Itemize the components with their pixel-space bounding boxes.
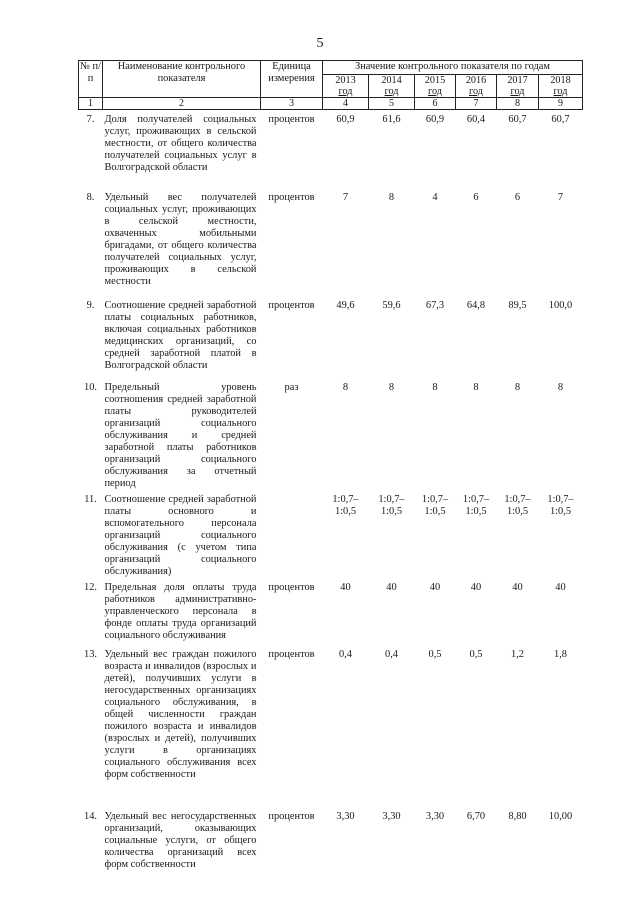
column-number-9: 9 — [539, 98, 583, 110]
column-number-5: 5 — [369, 98, 415, 110]
value-2015 — [415, 490, 456, 578]
header-year-suffix: год — [428, 86, 442, 97]
value-2017: 1,2 — [511, 648, 524, 660]
header-year-value: 2017 — [507, 75, 528, 86]
column-number-8: 8 — [497, 98, 539, 110]
value-2018: 60,7 — [551, 114, 570, 125]
indicator-name: Предельный уровень соотношения средней заработной платы руководителей организаций социального обслуживания и средней заработной платы работников организаций социального обслуживания за отчетный период — [104, 381, 257, 489]
column-number-7: 7 — [456, 98, 497, 110]
indicator-name: Удельный вес получателей социальных услуг, проживающих в сельской местности, охваченных мобильными бригадами, от общего количества получателей социальных услуг, проживающих в сельской местности — [104, 191, 257, 287]
row-number: 14. — [84, 810, 97, 822]
value-2015: 3,30 — [425, 810, 445, 822]
indicator-name: Предельная доля оплаты труда работников административно-управленческого персонала в фонде оплаты труда организаций социального обслуживания — [104, 581, 257, 641]
value-2017: 60,7 — [508, 114, 527, 125]
value-line: 1:0,7– — [462, 493, 490, 505]
value-2014: 61,6 — [382, 114, 401, 125]
indicator-unit: процентов — [268, 810, 315, 822]
value-2013: 0,4 — [339, 648, 352, 660]
header-num: № п/п — [79, 61, 103, 98]
value-2015: 40 — [429, 581, 441, 593]
indicator-unit: процентов — [268, 299, 315, 311]
value-2016: 6 — [473, 191, 479, 203]
header-year-value: 2015 — [424, 75, 446, 86]
indicator-unit: процентов — [268, 648, 315, 660]
column-number-6: 6 — [415, 98, 456, 110]
value-2014: 8 — [388, 381, 395, 393]
value-line: 1:0,5 — [380, 505, 403, 517]
indicator-unit: раз — [284, 381, 299, 393]
indicator-name: Удельный вес негосударственных организаций, оказывающих социальные услуги, от общего количества организаций всех форм собственности — [104, 810, 257, 870]
value-2014: 59,6 — [382, 299, 401, 311]
header-year-suffix: год — [510, 86, 525, 97]
row-number: 10. — [84, 381, 97, 393]
value-line: 1:0,5 — [465, 505, 487, 517]
header-unit: Единица измерения — [261, 61, 323, 98]
page-number: 5 — [316, 36, 324, 51]
row-number: 8. — [86, 191, 95, 203]
header-year-suffix: год — [384, 86, 399, 97]
column-number-2: 2 — [103, 98, 261, 110]
value-2013: 49,6 — [336, 299, 355, 311]
value-2015: 0,5 — [428, 648, 442, 660]
value-2018: 1,8 — [554, 648, 567, 660]
header-year-2018 — [539, 75, 583, 98]
table-row — [79, 490, 583, 578]
row-number: 13. — [84, 648, 97, 660]
value-2017: 89,5 — [508, 299, 527, 311]
column-number-3: 3 — [261, 98, 323, 110]
value-2016: 0,5 — [469, 648, 483, 660]
table-row — [79, 578, 583, 645]
indicator-unit: процентов — [268, 581, 315, 593]
value-2013: 8 — [342, 381, 349, 393]
header-year-suffix: год — [553, 86, 568, 97]
value-line: 1:0,5 — [549, 505, 572, 517]
value-2013 — [323, 490, 369, 578]
value-2018: 8 — [557, 381, 564, 393]
value-line: 1:0,7– — [378, 493, 405, 505]
table-row — [79, 645, 583, 807]
value-2013: 3,30 — [336, 810, 355, 822]
value-2014: 0,4 — [385, 648, 398, 660]
row-number: 12. — [84, 581, 97, 593]
value-2015: 60,9 — [425, 114, 445, 125]
indicator-name: Удельный вес граждан пожилого возраста и инвалидов (взрослых и детей), получивших услуги в негосударственных организациях социального обслуживания, в общей численности граждан пожилого возраста и инвалидов (взрослых и детей), получивших услуги в организациях социального обслуживания всех форм собственности — [104, 648, 257, 780]
value-line: 1:0,5 — [424, 505, 446, 517]
value-2018: 100,0 — [548, 299, 573, 311]
value-2018 — [539, 490, 583, 578]
value-line: 1:0,7– — [332, 493, 359, 505]
value-2015: 67,3 — [425, 299, 445, 311]
indicator-name: Соотношение средней заработной платы социальных работников, включая социальных работников медицинских организаций, со средней заработной платой в Волгоградской области — [104, 299, 257, 371]
value-2017: 8,80 — [508, 810, 527, 822]
header-year-suffix: год — [469, 86, 483, 97]
value-2014: 8 — [388, 191, 395, 203]
indicator-unit: процентов — [268, 114, 315, 125]
value-line: 1:0,7– — [504, 493, 531, 505]
header-year-2015 — [415, 75, 456, 98]
value-line: 1:0,5 — [334, 505, 357, 517]
value-2018: 40 — [555, 581, 566, 593]
header-year-2016 — [456, 75, 497, 98]
value-2018: 10,00 — [548, 810, 573, 822]
row-number: 11. — [84, 493, 97, 505]
table-row — [79, 378, 583, 490]
table-row — [79, 807, 583, 871]
value-2016: 8 — [473, 381, 479, 393]
column-number-1: 1 — [79, 98, 103, 110]
value-line: 1:0,5 — [506, 505, 529, 517]
value-2014: 40 — [386, 581, 397, 593]
header-year-value: 2014 — [381, 75, 402, 86]
indicator-name: Доля получателей социальных услуг, проживающих в сельской местности, от общего количества получателей социальных услуг в Волгоградской области — [104, 114, 257, 173]
header-year-suffix: год — [338, 86, 353, 97]
indicator-unit: процентов — [268, 191, 315, 203]
value-2017: 40 — [512, 581, 523, 593]
value-2016 — [456, 490, 497, 578]
header-year-value: 2013 — [335, 75, 356, 86]
header-year-2014 — [369, 75, 415, 98]
table-row — [79, 188, 583, 296]
table-row — [79, 110, 583, 188]
value-2017 — [497, 490, 539, 578]
value-2014 — [369, 490, 415, 578]
value-2016: 40 — [470, 581, 482, 593]
indicator-table — [78, 60, 583, 871]
value-2016: 6,70 — [466, 810, 486, 822]
header-year-value: 2016 — [465, 75, 487, 86]
value-line: 1:0,7– — [421, 493, 449, 505]
header-year-2017 — [497, 75, 539, 98]
header-name: Наименование контрольного показателя — [103, 61, 261, 98]
header-year-2013 — [323, 75, 369, 98]
value-2016: 64,8 — [466, 299, 486, 311]
indicator-unit — [261, 490, 323, 578]
header-values: Значение контрольного показателя по годам — [323, 61, 583, 75]
value-2013: 7 — [342, 191, 349, 203]
value-2014: 3,30 — [382, 810, 401, 822]
row-number: 7. — [86, 114, 95, 125]
value-2016: 60,4 — [466, 114, 486, 125]
value-2018: 7 — [557, 191, 564, 203]
column-number-4: 4 — [323, 98, 369, 110]
value-2015: 8 — [432, 381, 438, 393]
value-line: 1:0,7– — [547, 493, 574, 505]
row-number: 9. — [86, 299, 95, 311]
table-row — [79, 296, 583, 378]
value-2017: 6 — [514, 191, 521, 203]
value-2013: 40 — [340, 581, 351, 593]
header-year-value: 2018 — [550, 75, 571, 86]
value-2015: 4 — [432, 191, 438, 203]
indicator-name: Соотношение средней заработной платы основного и вспомогательного персонала организаций социального обслуживания (с учетом типа организаций социального обслуживания) — [104, 493, 257, 577]
value-2013: 60,9 — [336, 114, 355, 125]
value-2017: 8 — [514, 381, 521, 393]
